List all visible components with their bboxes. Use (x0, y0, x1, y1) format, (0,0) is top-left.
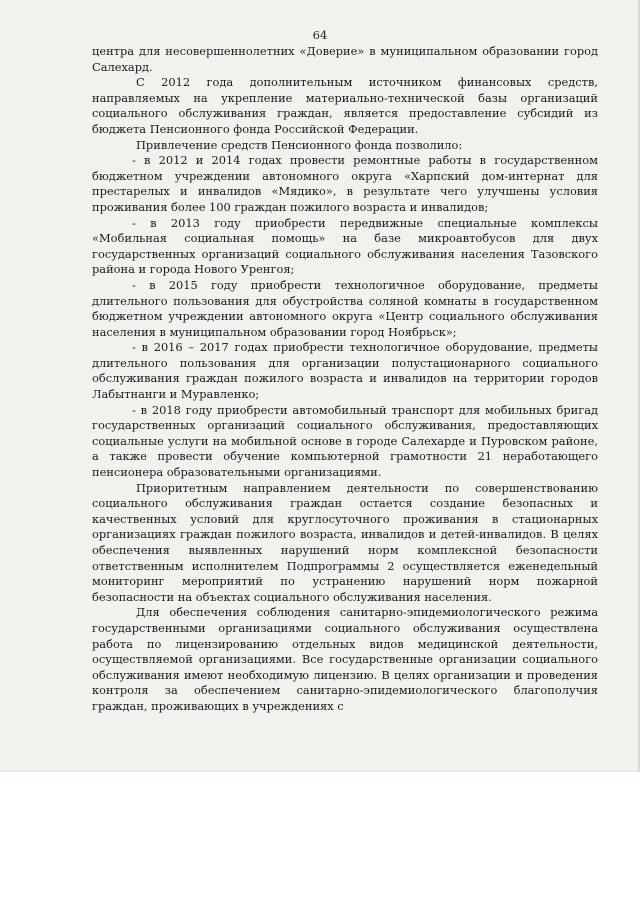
list-item-2016-2017: - в 2016 – 2017 годах приобрести технологичное оборудование, предметы длительного пользования для организации полустационарного социального обслуживания граждан пожилого возраста и инвалидов на территории городов Лабытнанги и Муравленко; (92, 340, 598, 402)
paragraph-sanitary-regime: Для обеспечения соблюдения санитарно-эпидемиологического режима государственными организациями социального обслуживания осуществлена работа по лицензированию отдельных видов медицинской деятельности, осуществляемой организациями. Все государственные организации социального обслуживания имеют необходимую лицензию. В целях организации и проведения контроля за обеспечением санитарно-эпидемиологического благополучия граждан, проживающих в учреждениях с (92, 605, 598, 713)
list-item-2018: - в 2018 году приобрести автомобильный транспорт для мобильных бригад государственных организаций социального обслуживания, предоставляющих социальные услуги на мобильной основе в городе Салехарде и Пуровском районе, а также провести обучение компьютерной грамотности 21 неработающего пенсионера образовательными организациями. (92, 402, 598, 480)
list-item-2015: - в 2015 году приобрести технологичное оборудование, предметы длительного пользования для обустройства соляной комнаты в государственном бюджетном учреждении автономного округа «Центр социального обслуживания населения в муниципальном образовании город Ноябрьск»; (92, 277, 598, 339)
paragraph-continuation: центра для несовершеннолетних «Доверие» в муниципальном образовании город Салехард. (92, 44, 598, 74)
body-text (92, 44, 598, 715)
list-item-2013: - в 2013 году приобрести передвижные специальные комплексы «Мобильная социальная помощь» на базе микроавтобусов для двух государственных организаций социального обслуживания населения Тазовского района и города Нового Уренгоя; (92, 215, 598, 277)
paragraph-pension-fund-subsidies: С 2012 года дополнительным источником финансовых средств, направляемых на укрепление материально-технической базы организаций социального обслуживания граждан, является предоставление субсидий из бюджета Пенсионного фонда Российской Федерации. (92, 75, 598, 136)
list-item-2012-2014: - в 2012 и 2014 годах провести ремонтные работы в государственном бюджетном учреждении автономного округа «Харпский дом-интернат для престарелых и инвалидов «Мядико», в результате чего улучшены условия проживания более 100 граждан пожилого возраста и инвалидов; (92, 153, 598, 214)
paragraph-priority-direction: Приоритетным направлением деятельности по совершенствованию социального обслуживания граждан остается создание безопасных и качественных условий для круглосуточного проживания в стационарных организациях граждан пожилого возраста, инвалидов и детей-инвалидов. В целях обеспечения выявленных нарушений норм комплексной безопасности ответственным исполнителем Подпрограммы 2 осуществляется еженедельный мониторинг мероприятий по устранению нарушений норм пожарной безопасности на объектах социального обслуживания населения. (92, 480, 598, 604)
page-number: 64 (312, 28, 328, 42)
paragraph-list-intro: Привлечение средств Пенсионного фонда позволило: (136, 137, 463, 152)
